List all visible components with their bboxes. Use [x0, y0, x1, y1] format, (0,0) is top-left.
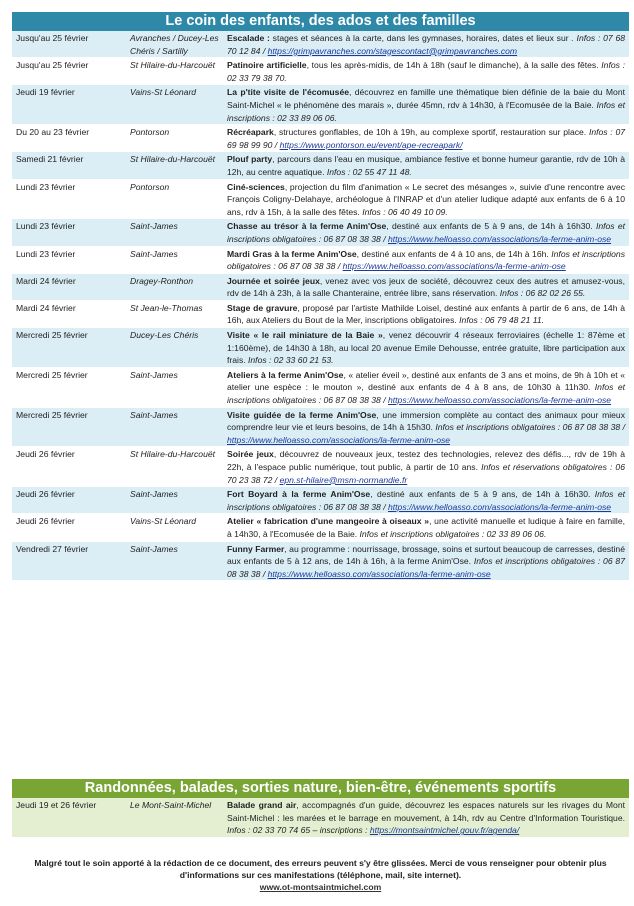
event-date: Du 20 au 23 février: [12, 125, 126, 152]
event-place: St Jean-le-Thomas: [126, 300, 223, 327]
event-place: Pontorson: [126, 125, 223, 152]
event-link[interactable]: epn.st-hilaire@msm-normandie.fr: [279, 474, 408, 485]
event-date: Mardi 24 février: [12, 273, 126, 300]
event-description: [223, 300, 629, 327]
event-title: Chasse au trésor à la ferme Anim'Ose: [227, 221, 387, 232]
event-place: Vains-St Léonard: [126, 514, 223, 541]
event-title: Escalade :: [227, 33, 270, 43]
event-text: , découvrez de nouveaux jeux, testez des technologies, relevez des défis..., rdv de 19h à 22h, à l'espace public numérique, tout public, à partir de 10 ans.: [227, 449, 626, 472]
event-description: [223, 219, 629, 246]
event-description: [223, 58, 629, 85]
event-text: , venez avec vos jeux de société, découvrez ceux des autres et amusez-vous, rdv de 14h à 23h, à la salle Chanteraine, entrée libre, sans réservation.: [227, 275, 625, 299]
event-title: Patinoire artificielle: [227, 60, 307, 71]
event-info: Infos et inscriptions obligatoires : 06 87 08 38 38 /: [227, 382, 625, 406]
event-date: Jeudi 19 et 26 février: [12, 798, 126, 837]
event-description: [223, 514, 629, 541]
event-date: Jusqu'au 25 février: [12, 31, 126, 58]
event-info: Infos : 02 33 60 21 53.: [248, 355, 334, 366]
event-place: St Hilaire-du-Harcouët: [126, 152, 223, 179]
event-link[interactable]: https://grimpavranches.com/stages: [267, 45, 401, 56]
event-date: Mercredi 25 février: [12, 328, 126, 368]
event-info: Infos et inscriptions obligatoires : 06 87 08 38 38 /: [227, 248, 625, 272]
event-info: Infos et inscriptions obligatoires : 06 87 08 38 38 /: [227, 489, 626, 512]
event-description: [223, 246, 629, 273]
event-info: Infos et inscriptions obligatoires : 02 33 89 06 06.: [359, 528, 547, 539]
event-title: Atelier « fabrication d'une mangeoire à oiseaux »: [227, 516, 430, 527]
event-text: , tous les après-midis, de 14h à 18h (sauf le dimanche), à la salle des fêtes.: [306, 60, 602, 71]
event-description: [223, 152, 629, 179]
event-description: [223, 541, 629, 581]
event-description: [223, 328, 629, 368]
event-place: Saint-James: [126, 367, 223, 407]
event-description: [223, 85, 629, 125]
event-link[interactable]: https://www.helloasso.com/associations/la-ferme-anim-ose: [267, 568, 491, 579]
event-text: , découvrez en famille une thématique bien définie de la baie du Mont Saint-Michel « le phénomène des marais », durée 45mn, rdv à 14h30, à l'Ecomusée de la Baie.: [227, 87, 625, 110]
event-text: , au programme : nourrissage, brossage, soins et surtout beaucoup de carresses, destiné aux enfants de 5 à 12 ans, de 14h à 16h, à la ferme Anim'Ose.: [227, 543, 625, 567]
event-date: Samedi 21 février: [12, 152, 126, 179]
event-text: , destiné aux enfants de 5 à 9 ans, de 14h à 16h30.: [370, 489, 595, 500]
event-text: , une immersion complète au contact des animaux pour mieux comprendre leur vie et leurs besoins, de 14h à 15h30.: [227, 409, 625, 433]
event-place: Saint-James: [126, 541, 223, 581]
event-text: , accompagnés d'un guide, découvrez les espaces naturels sur les rivages du Mont Saint-Michel : les marées et le barrage en mouvement, à 14h, rdv au Centre d'Information Touristique.: [227, 800, 625, 823]
event-link[interactable]: https://www.helloasso.com/associations/la-ferme-anim-ose: [388, 233, 612, 244]
outdoor-events-table: [12, 798, 629, 838]
event-row: [12, 798, 629, 837]
event-row: [12, 487, 629, 514]
event-info: Infos et inscriptions obligatoires : 06 87 08 38 38 /: [227, 556, 625, 579]
event-description: [223, 447, 629, 487]
event-place: Saint-James: [126, 487, 223, 514]
event-info: Infos et inscriptions : 02 33 89 06 06.: [227, 99, 625, 123]
event-title: Soirée jeux: [227, 449, 274, 460]
event-link[interactable]: https://montsaintmichel.gouv.fr/agenda/: [369, 825, 520, 836]
event-text: , parcours dans l'eau en musique, ambiance festive et bonne humeur garantie, rdv de 10h à 12h, au centre aquatique.: [227, 154, 626, 177]
event-text: , une activité manuelle et ludique à faire en famille, à 14h30, à l'Ecomusée de la Baie.: [227, 516, 626, 539]
event-description: [223, 273, 629, 300]
event-link[interactable]: https://www.pontorson.eu/event/ape-recreapark/: [279, 139, 463, 150]
section-title-outdoor: Randonnées, balades, sorties nature, bien-être, événements sportifs: [12, 779, 629, 798]
event-text: , destiné aux enfants de 5 à 9 ans, de 14h à 16h30.: [386, 221, 596, 232]
event-row: [12, 447, 629, 487]
event-title: Récréapark: [227, 127, 274, 138]
event-row: [12, 125, 629, 152]
event-place: Saint-James: [126, 219, 223, 246]
event-row: [12, 31, 629, 58]
event-description: [223, 798, 629, 837]
event-info: Infos : 06 79 48 21 11.: [459, 315, 545, 326]
event-place: Dragey-Ronthon: [126, 273, 223, 300]
event-info: Infos et réservations obligatoires : 06 70 23 38 72 /: [227, 462, 625, 485]
event-info: Infos : 02 33 79 38 70.: [227, 60, 625, 83]
event-place: St Hilaire-du-Harcouët: [126, 447, 223, 487]
event-description: [223, 487, 629, 514]
event-place: Avranches / Ducey-Les Chéris / Sartilly: [126, 31, 223, 58]
event-row: [12, 58, 629, 85]
event-title: Stage de gravure: [227, 302, 298, 313]
event-row: [12, 273, 629, 300]
event-title: Ateliers à la ferme Anim'Ose: [227, 369, 344, 380]
event-description: [223, 367, 629, 407]
event-row: [12, 179, 629, 219]
event-text: , venez découvrir 4 réseaux ferroviaires (échelle 1: 87ème et 1:160ème), de 14h30 à 18h, au local 20 avenue Emile Dehousse, entrée gratuite, libre participation aux frais.: [227, 330, 625, 366]
event-info: Infos : 06 82 02 26 55.: [499, 288, 586, 299]
event-row: [12, 300, 629, 327]
event-text: , structures gonflables, de 10h à 19h, au complexe sportif, restauration sur place.: [273, 127, 589, 138]
event-place: St Hilaire-du-Harcouët: [126, 58, 223, 85]
event-row: [12, 152, 629, 179]
event-info: Infos : 06 40 49 10 09.: [362, 206, 448, 217]
event-link[interactable]: https://www.helloasso.com/associations/la-ferme-anim-ose: [342, 261, 566, 272]
event-date: Jusqu'au 25 février: [12, 58, 126, 85]
event-info: Infos et inscriptions obligatoires : 06 87 08 38 38 /: [227, 221, 626, 244]
event-description: [223, 31, 629, 58]
event-info: Infos : 02 55 47 11 48.: [326, 166, 412, 177]
event-title: La p'tite visite de l'écomusée: [227, 87, 350, 98]
event-title: Visite « le rail miniature de la Baie »: [227, 330, 383, 341]
event-row: [12, 367, 629, 407]
event-date: Jeudi 26 février: [12, 487, 126, 514]
event-title: Balade grand air: [227, 800, 297, 810]
event-row: [12, 514, 629, 541]
event-title: Mardi Gras à la ferme Anim'Ose: [227, 248, 357, 259]
event-place: Vains-St Léonard: [126, 85, 223, 125]
website-link[interactable]: www.ot-montsaintmichel.com: [259, 882, 382, 892]
event-row: [12, 541, 629, 581]
event-title: Plouf party: [227, 154, 273, 165]
event-title: Journée et soirée jeux: [227, 275, 320, 286]
disclaimer-text: Malgré tout le soin apporté à la rédaction de ce document, des erreurs peuvent s'y être glissées. Merci de vous renseigner pour obtenir plus d'informations sur ces manifestations (téléphone, mail, site internet).: [34, 858, 607, 880]
event-description: [223, 407, 629, 447]
event-title: Visite guidée de la ferme Anim'Ose: [227, 409, 377, 420]
event-place: Le Mont-Saint-Michel: [126, 798, 223, 837]
event-date: Jeudi 19 février: [12, 85, 126, 125]
event-info: Infos : 02 33 70 74 65 – inscriptions :: [227, 825, 370, 836]
event-text: , proposé par l'artiste Mathilde Loisel, destiné aux enfants à partir de 6 ans, de 14h à 16h, aux Ateliers du Bout de la Mer, inscriptions obligatoires.: [227, 302, 626, 326]
event-link[interactable]: https://www.helloasso.com/associations/la-ferme-anim-ose: [227, 434, 451, 445]
event-text: stages et séances à la carte, dans les gymnases, horaires, dates et lieux sur: [269, 33, 572, 43]
event-row: [12, 246, 629, 273]
event-date: Mardi 24 février: [12, 300, 126, 327]
event-place: Pontorson: [126, 179, 223, 219]
event-date: Lundi 23 février: [12, 246, 126, 273]
event-link[interactable]: https://www.helloasso.com/associations/la-ferme-anim-ose: [388, 501, 612, 512]
event-link[interactable]: contact@grimpavranches.com: [400, 45, 518, 56]
event-description: [223, 125, 629, 152]
event-title: Ciné-sciences: [227, 181, 285, 192]
kids-events-table: [12, 31, 629, 581]
event-text: , destiné aux enfants de 4 à 10 ans, de 14h à 16h.: [356, 248, 552, 259]
event-date: Jeudi 26 février: [12, 447, 126, 487]
event-date: Lundi 23 février: [12, 179, 126, 219]
event-date: Lundi 23 février: [12, 219, 126, 246]
event-row: [12, 407, 629, 447]
event-row: [12, 219, 629, 246]
event-description: [223, 179, 629, 219]
event-title: Funny Farmer: [227, 543, 285, 554]
event-date: Jeudi 26 février: [12, 514, 126, 541]
section-title-kids: Le coin des enfants, des ados et des familles: [12, 12, 629, 31]
event-info: Infos : 07 69 98 99 90 /: [227, 127, 625, 150]
event-text: , projection du film d'animation « Le secret des mésanges », suivie d'une rencontre avec François Coligny-Delahaye, archéologue à l'INRAP et d'un atelier ludique adapté aux enfants de 6 à 10 ans, rdv à 15h, à la salle des fêtes.: [227, 181, 625, 217]
event-info: Infos et inscriptions obligatoires : 06 87 08 38 38 /: [435, 422, 625, 433]
event-info: . Infos : 07 68 70 12 84 /: [227, 33, 626, 56]
event-row: [12, 85, 629, 125]
event-place: Ducey-Les Chéris: [126, 328, 223, 368]
event-date: Vendredi 27 février: [12, 541, 126, 581]
event-date: Mercredi 25 février: [12, 367, 126, 407]
event-place: Saint-James: [126, 246, 223, 273]
event-text: , « atelier éveil », destiné aux enfants de 3 ans et moins, de 9h à 10h et « atelier une espèce : le mouton », destiné aux enfants de 4 à 8 ans, de 10h30 à 11h30.: [227, 369, 625, 393]
event-row: [12, 328, 629, 368]
event-date: Mercredi 25 février: [12, 407, 126, 447]
event-place: Saint-James: [126, 407, 223, 447]
event-title: Fort Boyard à la ferme Anim'Ose: [227, 489, 371, 500]
event-link[interactable]: https://www.helloasso.com/associations/la-ferme-anim-ose: [388, 395, 612, 406]
